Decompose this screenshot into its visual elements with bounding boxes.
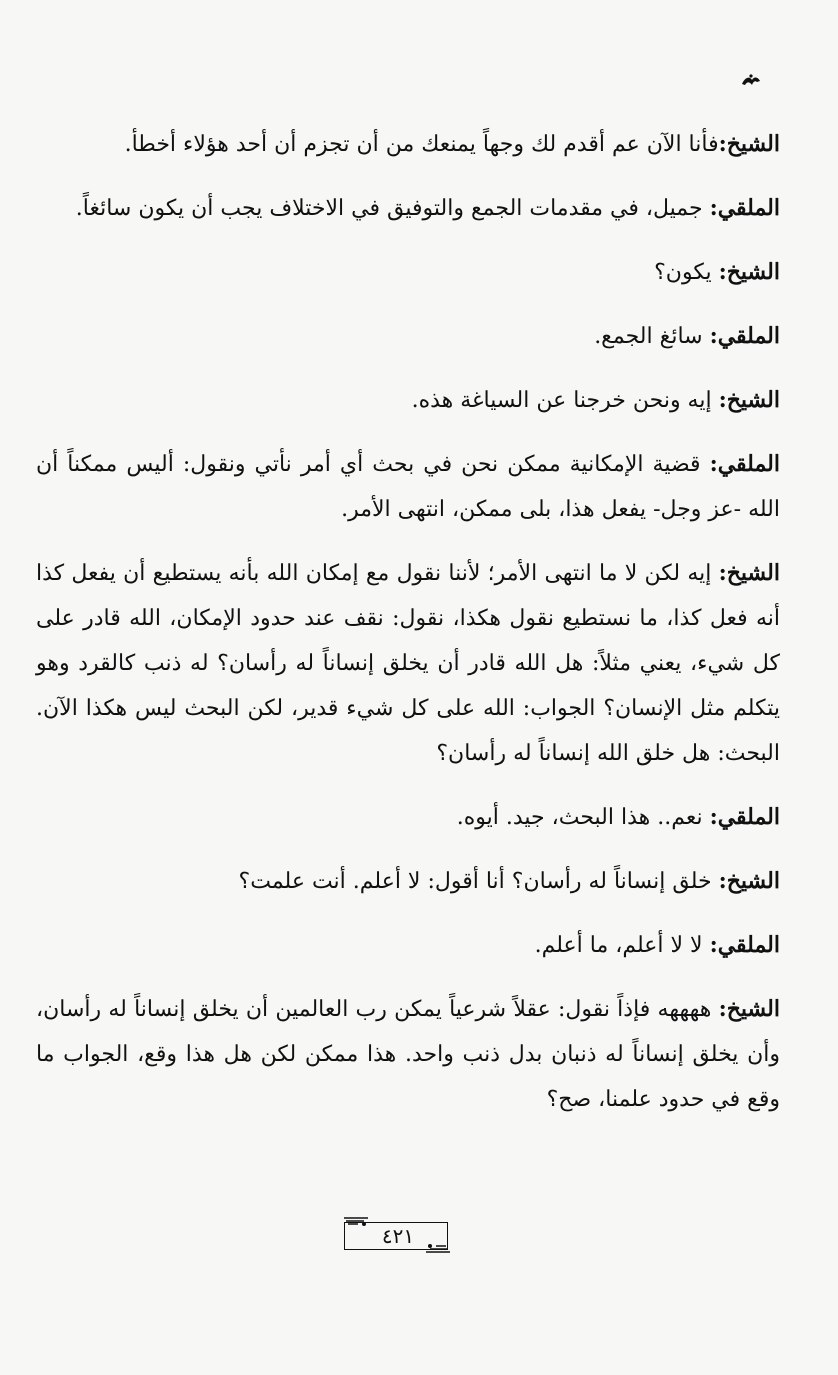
paragraph-text: إيه لكن لا ما انتهى الأمر؛ لأننا نقول مع إمكان الله بأنه يستطيع أن يفعل كذا أنه فعل كذا، ما نستطيع نقول هكذا، نقول: نقف عند حدود الإمكان، الله قادر على كل شيء، يعني مثلاً: هل الله قادر أن يخلق إنساناً له رأسان؟ له ذنب كالقرد وهو يتكلم مثل الإنسان؟ الجواب: الله على كل شيء قدير، لكن البحث ليس هكذا الآن. البحث: هل خلق الله إنساناً له رأسان؟ [36, 561, 780, 766]
speaker-label: الملقي: [709, 932, 780, 958]
corner-ornament-icon [426, 1242, 450, 1254]
paragraph-text: قضية الإمكانية ممكن نحن في بحث أي أمر نأتي ونقول: أليس ممكناً أن الله -عز وجل- يفعل هذا، بلى ممكن، انتهى الأمر. [36, 452, 780, 522]
paragraph [36, 314, 780, 359]
speaker-label: الملقي: [709, 451, 780, 477]
page-number-box [344, 1218, 456, 1256]
paragraph-text: جميل، في مقدمات الجمع والتوفيق في الاختلاف يجب أن يكون سائغاً. [75, 196, 710, 221]
paragraph-text: يكون؟ [654, 260, 719, 285]
paragraph-text: سائغ الجمع. [594, 324, 710, 349]
paragraph [36, 378, 780, 423]
speaker-label: الشيخ: [718, 259, 780, 285]
book-page [36, 60, 780, 1320]
page-number: ٤٢١ [381, 1224, 415, 1248]
paragraph [36, 442, 780, 532]
paragraph [36, 186, 780, 231]
paragraph [36, 122, 780, 167]
paragraph [36, 250, 780, 295]
speaker-label: الشيخ: [718, 131, 780, 157]
ornament-icon [740, 72, 762, 90]
speaker-label: الشيخ: [718, 560, 780, 586]
paragraph [36, 987, 780, 1122]
dialogue-text [36, 122, 780, 1141]
speaker-label: الشيخ: [718, 996, 780, 1022]
paragraph-text: إيه ونحن خرجنا عن السياغة هذه. [411, 388, 719, 413]
paragraph-text: ههههه فإذاً نقول: عقلاً شرعياً يمكن رب العالمين أن يخلق إنساناً له رأسان، وأن يخلق إنساناً له ذنبان بدل ذنب واحد. هذا ممكن لكن هل هذا وقع، الجواب ما وقع في حدود علمنا، صح؟ [36, 997, 780, 1112]
speaker-label: الملقي: [709, 195, 780, 221]
paragraph [36, 795, 780, 840]
paragraph [36, 923, 780, 968]
paragraph [36, 551, 780, 776]
corner-ornament-icon [344, 1216, 368, 1228]
speaker-label: الشيخ: [718, 387, 780, 413]
paragraph-text: خلق إنساناً له رأسان؟ أنا أقول: لا أعلم. أنت علمت؟ [238, 869, 719, 894]
paragraph-text: نعم.. هذا البحث، جيد. أيوه. [456, 805, 710, 830]
paragraph [36, 859, 780, 904]
paragraph-text: فأنا الآن عم أقدم لك وجهاً يمنعك من أن تجزم أن أحد هؤلاء أخطأ. [124, 132, 719, 157]
speaker-label: الملقي: [709, 323, 780, 349]
speaker-label: الملقي: [709, 804, 780, 830]
paragraph-text: لا لا أعلم، ما أعلم. [534, 933, 710, 958]
speaker-label: الشيخ: [718, 868, 780, 894]
